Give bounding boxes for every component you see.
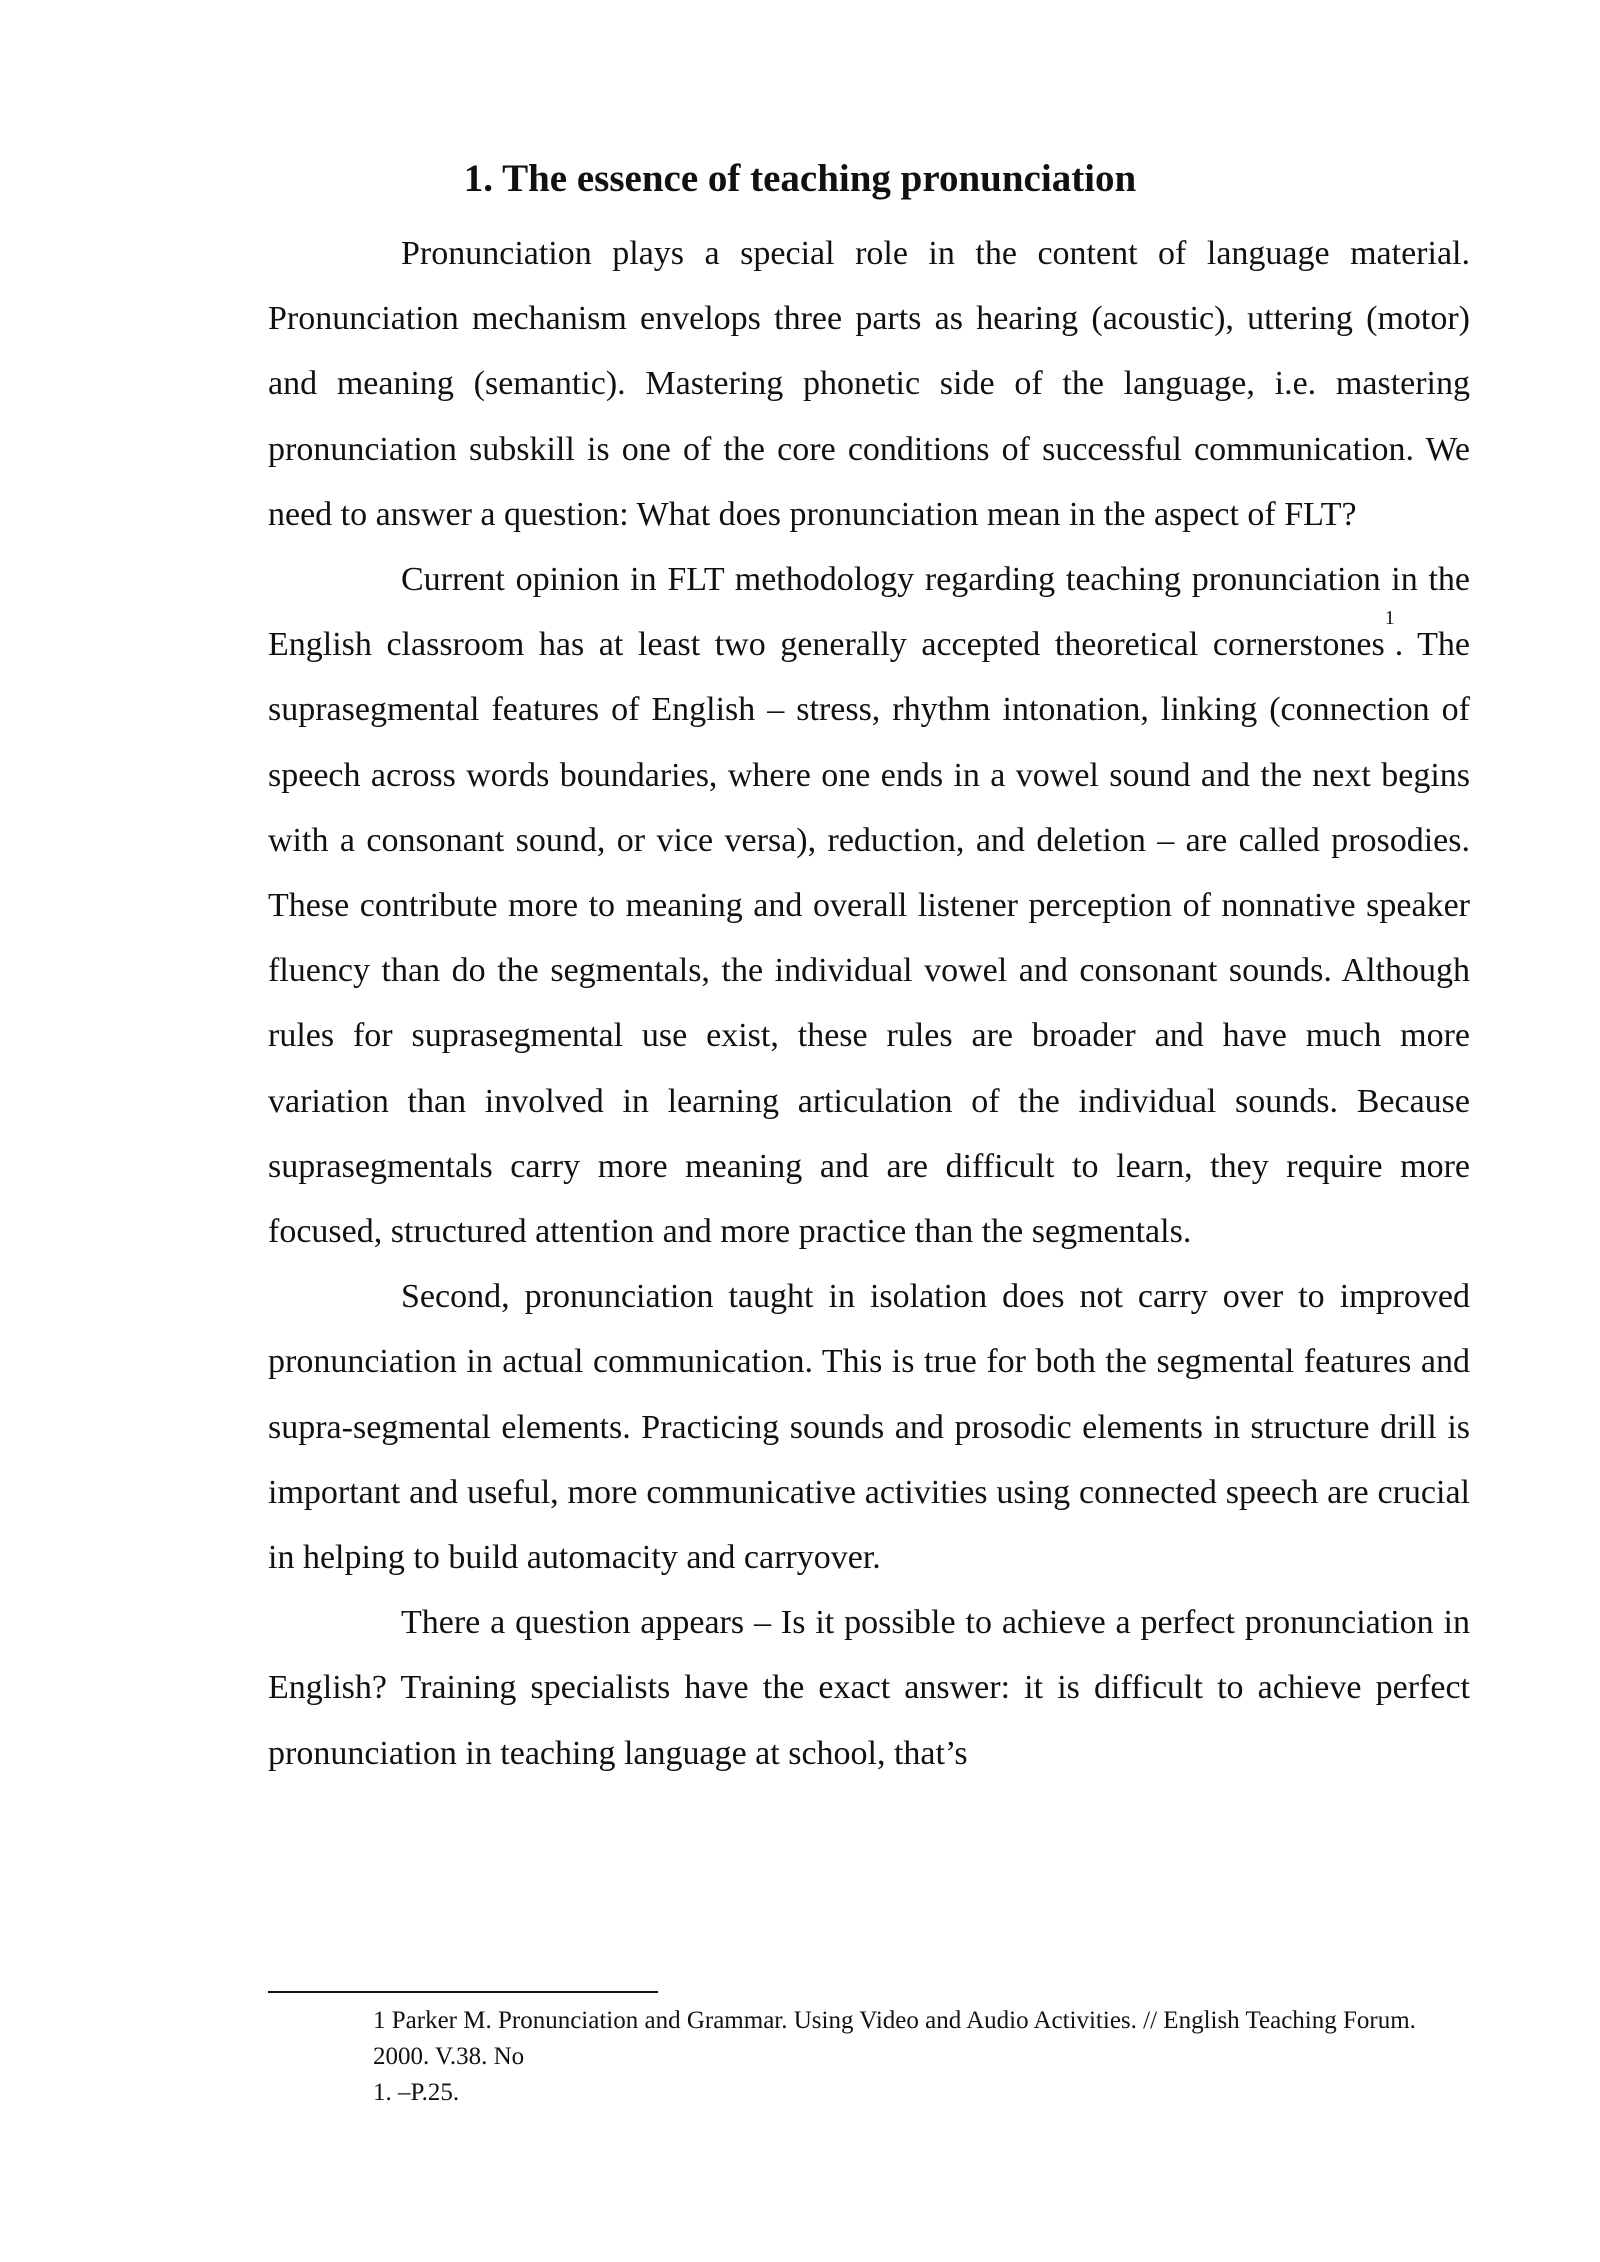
footnote-page-ref: 1. –P.25. xyxy=(373,2079,460,2106)
body-text xyxy=(268,221,1470,1786)
footnote xyxy=(373,2003,1470,2111)
paragraph-2-text-end: . The suprasegmental features of English – stress, rhythm intonation, linking (connection of speech across words boundaries, where one ends in a vowel sound and the next begins with a consonant sound, or vice versa), reduction, and deletion – are called prosodies. These contribute more to meaning and overall listener perception of nonnative speaker fluency than do the segmentals, the individual vowel and consonant sounds. Although rules for suprasegmental use exist, these rules are broader and have much more variation than involved in learning articulation of the individual sounds. Because suprasegmentals carry more meaning and are difficult to learn, they require more focused, structured attention and more practice than the segmentals. xyxy=(268,626,1470,1251)
section-heading: 1. The essence of teaching pronunciation xyxy=(463,157,1137,200)
footnote-reference: 1 xyxy=(1384,607,1395,630)
paragraph-2 xyxy=(268,547,1470,1264)
paragraph-3: Second, pronunciation taught in isolation does not carry over to improved pronunciation in actual communication. This is true for both the segmental features and supra-segmental elements. Practicing sounds and prosodic elements in structure drill is important and useful, more communicative activities using connected speech are crucial in helping to build automacity and carryover. xyxy=(268,1278,1470,1577)
paragraph-2-text-start: Current opinion in FLT methodology regarding teaching pronunciation in the English classroom has at least two generally accepted theoretical cornerstones xyxy=(268,561,1470,664)
footnote-divider xyxy=(268,1991,658,1993)
paragraph-1: Pronunciation plays a special role in the content of language material. Pronunciation mechanism envelops three parts as hearing (acoustic), uttering (motor) and meaning (semantic). Mastering phonetic side of the language, i.e. mastering pronunciation subskill is one of the core conditions of successful communication. We need to answer a question: What does pronunciation mean in the aspect of FLT? xyxy=(268,235,1470,533)
paragraph-4: There a question appears – Is it possible to achieve a perfect pronunciation in English? Training specialists have the exact answer: it is difficult to achieve perfect pronunciation in teaching language at school, that’s xyxy=(268,1604,1470,1772)
footnote-text: 1 Parker M. Pronunciation and Grammar. Using Video and Audio Activities. // English Teaching Forum. 2000. V.38. No xyxy=(373,2007,1416,2070)
